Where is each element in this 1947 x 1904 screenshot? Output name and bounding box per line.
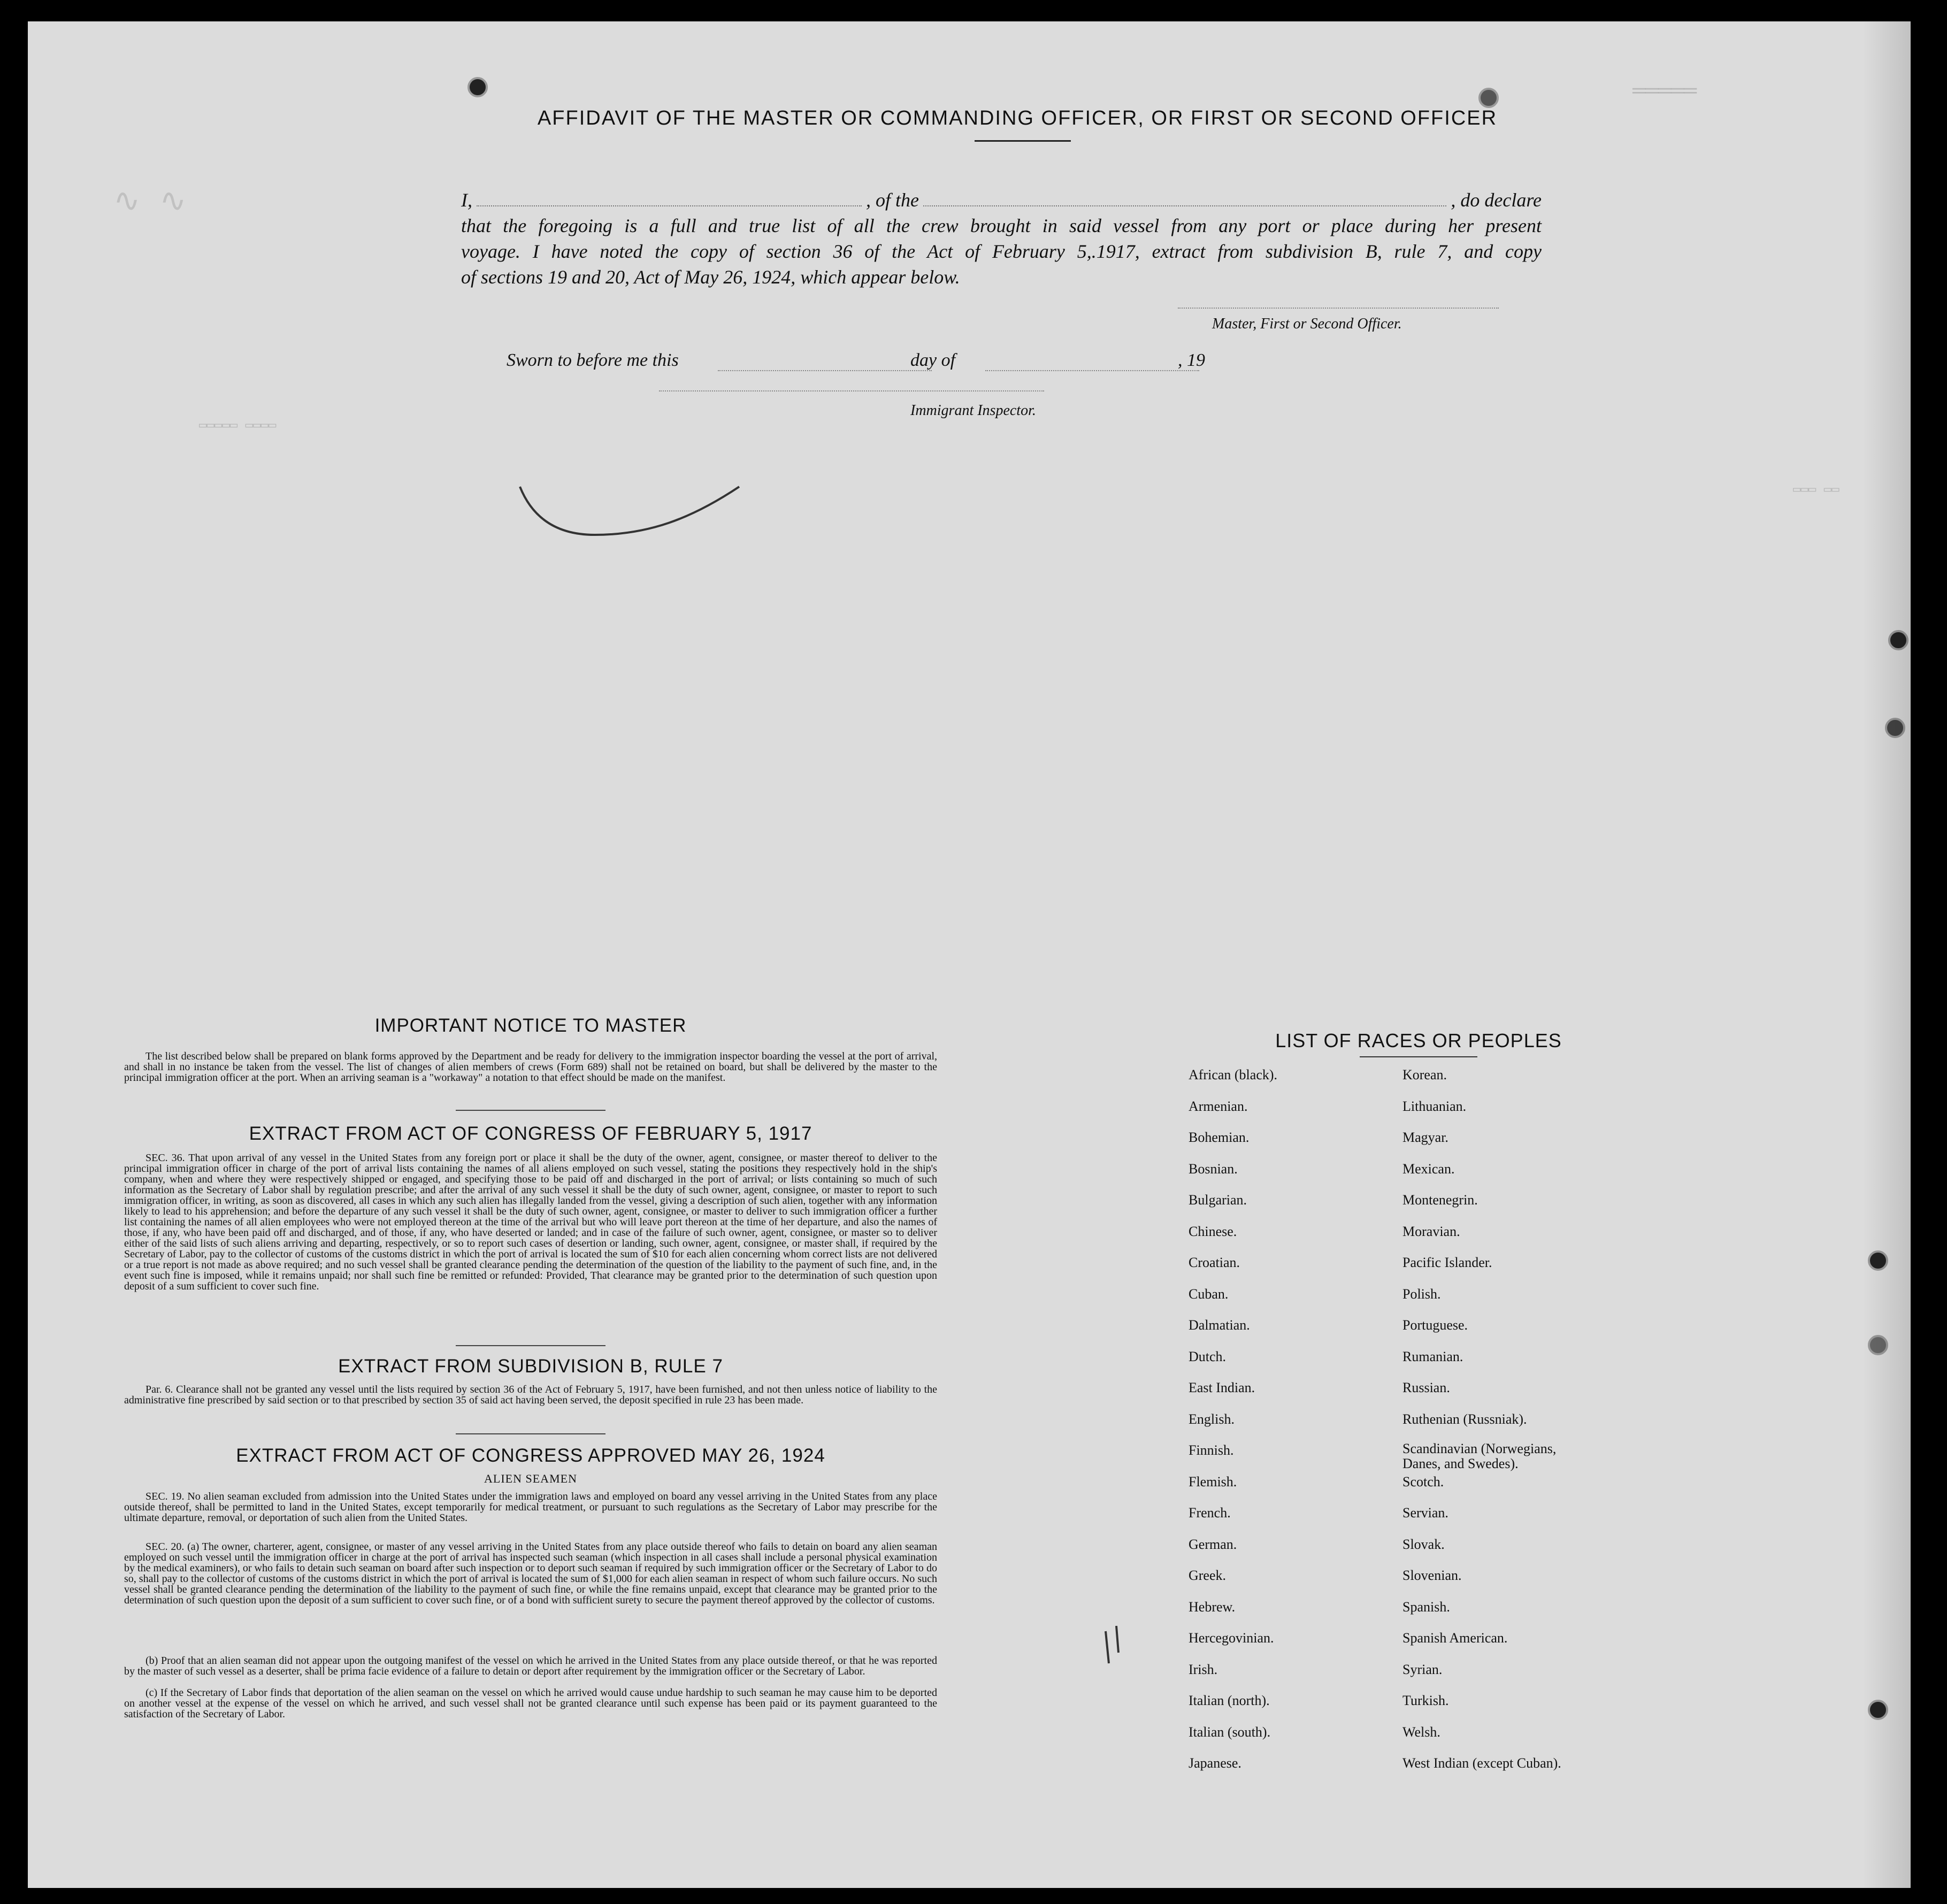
affidavit-i: I,	[461, 189, 472, 211]
race-item: Turkish.	[1402, 1693, 1449, 1708]
race-item: Scotch.	[1402, 1473, 1444, 1490]
document-page	[28, 21, 1911, 1888]
race-item: Irish.	[1189, 1661, 1218, 1677]
day-of-text: day of	[910, 350, 956, 370]
race-item: Rumanian.	[1402, 1348, 1463, 1364]
extract-1924-sec20b: (b) Proof that an alien seaman did not appear upon the outgoing manifest of the vessel on which he arrived in the United States from any place outside thereof, or that he was reported by the master of such vessel as a deserter, shall be prima facie evidence of a failure to detain or deport after requirement by the immigration officer or the Secretary of Labor.	[124, 1655, 937, 1677]
race-item: Russian.	[1402, 1380, 1450, 1395]
signature-flourish	[509, 465, 755, 562]
races-title: LIST OF RACES OR PEOPLES	[1275, 1030, 1562, 1051]
name-blank	[477, 189, 862, 206]
race-item: African (black).	[1189, 1067, 1278, 1082]
race-item: Armenian.	[1189, 1098, 1248, 1114]
races-right-column	[1402, 1066, 1561, 1786]
vessel-blank	[923, 189, 1446, 206]
affidavit-declare: , do declare	[1451, 189, 1542, 211]
race-item: Syrian.	[1402, 1661, 1443, 1677]
race-item: West Indian (except Cuban).	[1402, 1755, 1561, 1771]
month-blank	[985, 370, 1199, 371]
punch-hole	[467, 77, 488, 97]
bleed-through-marks: ▭▭▭▭▭ ▭▭▭▭	[199, 419, 277, 433]
race-item: English.	[1189, 1411, 1235, 1427]
master-signature-line	[1178, 308, 1499, 309]
bleed-through-marks: ═════	[1632, 80, 1697, 104]
affidavit-title: AFFIDAVIT OF THE MASTER OR COMMANDING OFFICER, OR FIRST OR SECOND OFFICER	[537, 107, 1498, 129]
punch-hole	[1885, 718, 1905, 738]
race-item: Bosnian.	[1189, 1161, 1238, 1177]
race-item: Moravian.	[1402, 1223, 1460, 1239]
bleed-through-marks: ▭▭▭ ▭▭	[1793, 483, 1839, 497]
race-item: Korean.	[1402, 1067, 1447, 1082]
affidavit-body	[461, 187, 1542, 290]
affidavit-line-2: that the foregoing is a full and true list of all the crew brought in said vessel from any port or place during her present	[461, 215, 1542, 236]
inspector-signature-line	[659, 390, 1044, 391]
extract-rule7-title: EXTRACT FROM SUBDIVISION B, RULE 7	[338, 1356, 723, 1377]
race-item: Slovak.	[1402, 1536, 1445, 1552]
affidavit-line-3: voyage. I have noted the copy of section 36 of the Act of February 5,.1917, extract from subdivision B, rule 7, and copy	[461, 241, 1542, 262]
race-item: Welsh.	[1402, 1724, 1440, 1740]
extract-1924-title: EXTRACT FROM ACT OF CONGRESS APPROVED MAY 26, 1924	[236, 1445, 825, 1466]
race-item: Polish.	[1402, 1286, 1441, 1302]
races-rule	[1360, 1056, 1477, 1057]
race-item: Slovenian.	[1402, 1568, 1462, 1583]
punch-hole	[1868, 1335, 1888, 1355]
extract-1924-sec19: SEC. 19. No alien seaman excluded from admission into the United States under the immigration laws and employed on board any vessel arriving in the United States from any place outside thereof, shall be permitted to land in the United States, except temporarily for medical treatment, or pursuant to such regulations as the Secretary of Labor may prescribe for the ultimate departure, removal, or deportation of such alien from the United States.	[124, 1491, 937, 1524]
race-item: Finnish.	[1189, 1442, 1234, 1458]
race-item: Italian (north).	[1189, 1693, 1270, 1708]
race-item: Chinese.	[1189, 1223, 1237, 1239]
race-item: Dalmatian.	[1189, 1317, 1250, 1333]
punch-hole	[1868, 1700, 1888, 1720]
affidavit-line-1	[461, 187, 1542, 213]
race-item: Japanese.	[1189, 1755, 1241, 1771]
race-item: Servian.	[1402, 1505, 1448, 1521]
race-item: Ruthenian (Russniak).	[1402, 1411, 1527, 1427]
inspector-label: Immigrant Inspector.	[910, 402, 1036, 419]
race-item: Croatian.	[1189, 1255, 1240, 1270]
title-rule	[975, 140, 1071, 142]
race-item: Italian (south).	[1189, 1724, 1271, 1740]
race-item: Flemish.	[1189, 1473, 1237, 1490]
race-item: Hercegovinian.	[1189, 1630, 1274, 1646]
race-item: Lithuanian.	[1402, 1098, 1467, 1114]
affidavit-of-the: , of the	[866, 189, 919, 211]
sworn-text: Sworn to before me this	[507, 350, 679, 370]
alien-seamen-subtitle: ALIEN SEAMEN	[484, 1472, 577, 1485]
extract-1924-sec20c: (c) If the Secretary of Labor finds that deportation of the alien seaman on the vessel on which he arrived would cause undue hardship to such seaman he may cause him to be deported on another vessel at the expense of the vessel on which he arrived, and such vessel shall not be granted clearance until such expense has been paid or its payment guaranteed to the satisfaction of the Secretary of Labor.	[124, 1687, 937, 1720]
race-item: Montenegrin.	[1402, 1192, 1478, 1208]
races-left-column	[1189, 1066, 1277, 1786]
race-item: Greek.	[1189, 1568, 1227, 1583]
race-item: Scandinavian (Norwegians, Danes, and Swedes).	[1402, 1441, 1557, 1471]
race-item: French.	[1189, 1505, 1231, 1521]
race-item: Pacific Islander.	[1402, 1255, 1492, 1270]
notice-title: IMPORTANT NOTICE TO MASTER	[374, 1015, 687, 1036]
race-item: Bulgarian.	[1189, 1192, 1247, 1208]
punch-hole	[1868, 1250, 1888, 1271]
affidavit-line-4: of sections 19 and 20, Act of May 26, 1924, which appear below.	[461, 266, 960, 288]
race-item: Magyar.	[1402, 1130, 1448, 1145]
extract-rule7-text: Par. 6. Clearance shall not be granted any vessel until the lists required by section 36 of the Act of February 5, 1917, have been furnished, and not then unless notice of liability to the administrative fine prescribed by said section or to that prescribed by section 35 of said act having been served, the deposit specified in rule 23 has been made.	[124, 1384, 937, 1406]
notice-text: The list described below shall be prepared on blank forms approved by the Department and be ready for delivery to the immigration inspector boarding the vessel at the port of arrival, and shall in no instance be taken from the vessel. The list of changes of alien members of crews (Form 689) shall not be retained on board, but shall be delivered by the master to the principal immigration officer at the port. When an arriving seaman is a "workaway" a notation to that effect should be made on the manifest.	[124, 1050, 937, 1084]
race-item: Cuban.	[1189, 1286, 1229, 1302]
section-rule	[456, 1110, 605, 1111]
section-rule	[456, 1433, 605, 1434]
race-item: Spanish American.	[1402, 1630, 1508, 1646]
master-label: Master, First or Second Officer.	[1212, 316, 1402, 332]
bleed-through-marks: ∿ ∿	[113, 185, 187, 221]
stray-ink-mark	[1095, 1621, 1127, 1695]
race-item: Bohemian.	[1189, 1130, 1250, 1145]
section-rule	[456, 1345, 605, 1346]
extract-1924-sec20a: SEC. 20. (a) The owner, charterer, agent, consignee, or master of any vessel arriving in the United States from any place outside thereof who fails to detain on board any alien seaman employed on such vessel until the immigration officer in charge at the port of arrival has inspected such seaman (which inspection in all cases shall include a personal physical examination by the medical examiners), or who fails to detain such seaman on board after such inspection or to deport such seaman if required by such immigration officer or the Secretary of Labor to do so, shall pay to the collector of customs of the customs district in which the port of arrival is located the sum of $1,000 for each alien seaman in respect of whom such failure occurs. No such vessel shall be granted clearance pending the determination of the liability to the payment of such fine, or while the fine remains unpaid, except that clearance may be granted prior to the determination of such question upon the deposit of a sum sufficient to cover such fine, or of a bond with sufficient surety to secure the payment thereof approved by the collector of customs.	[124, 1541, 937, 1606]
punch-hole	[1478, 88, 1499, 108]
extract-1917-title: EXTRACT FROM ACT OF CONGRESS OF FEBRUARY 5, 1917	[249, 1123, 812, 1144]
year-text: , 19	[1178, 350, 1205, 370]
race-item: East Indian.	[1189, 1380, 1255, 1395]
race-item: Hebrew.	[1189, 1599, 1236, 1615]
race-item: Spanish.	[1402, 1599, 1450, 1615]
race-item: Mexican.	[1402, 1161, 1455, 1177]
punch-hole	[1888, 630, 1908, 650]
race-item: Portuguese.	[1402, 1317, 1468, 1333]
sworn-day-blank	[718, 370, 932, 371]
extract-1917-text: SEC. 36. That upon arrival of any vessel in the United States from any foreign port or place it shall be the duty of the owner, agent, consignee, or master thereof to deliver to the principal immigration officer in charge of the port of arrival lists containing the names of all aliens employed on such vessel, stating the positions they respectively hold in the ship's company, when and where they were respectively shipped or engaged, and specifying those to be paid off and discharged in the port of arrival; or lists containing so much of such information as the Secretary of Labor shall by regulation prescribe; and after the arrival of any such vessel it shall be the duty of such owner, agent, consignee, or master to report to such immigration officer, in writing, as soon as discovered, all cases in which any such alien has illegally landed from the vessel, giving a description of such alien, together with any information likely to lead to his apprehension; and before the departure of any such vessel it shall be the duty of such owner, agent, consignee, or master to deliver to such immigration officer a further list containing the names of all alien employees who were not employed thereon at the time of the arrival but who will leave port thereon at the time of her departure, and also the names of those, if any, who have been paid off and discharged, and of those, if any, who have deserted or landed; and in case of the failure of such owner, agent, consignee, or master so to deliver either of the said lists of such aliens arriving and departing, respectively, or so to report such cases of desertion or landing, such owner, agent, consignee, or master shall, if required by the Secretary of Labor, pay to the collector of customs of the customs district in which the port of arrival is located the sum of $10 for each alien concerning whom correct lists are not delivered or a true report is not made as above required; and no such vessel shall be granted clearance pending the determination of the question of the liability to the payment of such fine, and, in the event such fine is imposed, while it remains unpaid; nor shall such fine be remitted or refunded: Provided, That clearance may be granted prior to the determination of such question upon deposit of a sum sufficient to cover such fine.	[124, 1152, 937, 1292]
race-item: Dutch.	[1189, 1348, 1227, 1364]
race-item: German.	[1189, 1536, 1237, 1552]
